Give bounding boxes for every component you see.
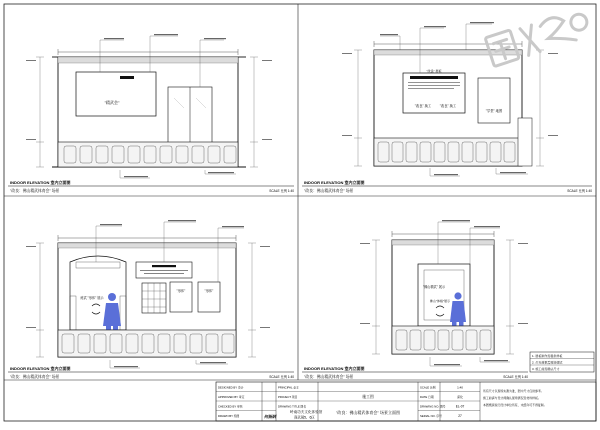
tb-note-2: 施工前请与设计师确认现场情况及材料样板。 xyxy=(483,396,541,400)
tb-checked-label: CHECKED BY 审核 xyxy=(218,404,243,409)
tb-drawn-label: DRAWN BY 绘图 xyxy=(218,414,240,418)
panel-4-caption xyxy=(302,365,528,379)
tb-drawing-no: EL-07 xyxy=(455,404,465,409)
p2-mid-a-label: "改良" 换工 xyxy=(414,104,432,108)
tb-note-1: 所有尺寸以现场实测为准，图中尺寸仅供参考。 xyxy=(483,389,544,393)
p3-caption-title: INDOOR ELEVATION 室内立面图 xyxy=(10,366,71,371)
p3-left-label: 练武 "形体" 展示 xyxy=(80,296,104,300)
tb-drawing-title: "改良：佛山精武体育会" 场景立面图 xyxy=(336,410,400,415)
tb-scale-label: SCALE 比例 xyxy=(420,385,436,390)
tb-drawing-no-label: DRAWING NO. 图号 xyxy=(420,404,446,409)
tb-designed-label: DESIGNED BY 设计 xyxy=(218,385,244,390)
p4-panel-label: "佛山精武" 展示 xyxy=(422,285,446,289)
tb-scale-value: 1:40 xyxy=(457,385,463,390)
p1-scale: SCALE 比例 1:40 xyxy=(269,189,294,193)
legend-item-2: 2. 灯光效果需现场调试 xyxy=(532,360,563,365)
p2-mid-b-label: "改良" 换工 xyxy=(439,104,457,108)
p4-scale: SCALE 比例 1:40 xyxy=(503,375,528,379)
title-block xyxy=(216,382,596,421)
legend-item-3: 3. 施工前需确认尺寸 xyxy=(532,367,560,371)
tb-signature: 何振炳 xyxy=(264,414,276,419)
tb-note-3: 本图纸版权归设计单位所有，未经许可不得复制。 xyxy=(483,403,547,407)
panel-1-caption xyxy=(8,179,294,193)
legend-box xyxy=(530,352,594,372)
legend-item-1: 1. 展板制作需提供样板 xyxy=(532,354,563,358)
tb-principal-label: PRINCIPAL 业主 xyxy=(278,385,299,390)
elevation-panel-1 xyxy=(26,34,272,178)
tb-serial-label: SERIAL NO. 序号 xyxy=(420,414,442,418)
tb-project-sub: 商武展5、6区 xyxy=(294,415,315,420)
p2-right-label: "学堂" 地图 xyxy=(485,109,503,113)
p2-board-label: "改良" 展板 xyxy=(426,69,442,73)
panel-2-caption xyxy=(302,179,592,193)
tb-approved-label: APPROVED BY 审定 xyxy=(218,395,245,399)
p2-caption-sub: "改良：佛山精武体育会" 场景 xyxy=(304,189,354,193)
p1-caption-title: INDOOR ELEVATION 室内立面图 xyxy=(10,180,71,185)
tb-date-label: DATE 日期 xyxy=(420,395,434,399)
p2-scale: SCALE 比例 1:40 xyxy=(567,189,592,193)
p4-caption-title: INDOOR ELEVATION 室内立面图 xyxy=(304,366,365,371)
tb-project-label: PROJECT 项目 xyxy=(278,395,298,399)
tb-serial-value: 27 xyxy=(458,414,462,418)
elevation-panel-3 xyxy=(26,220,270,368)
p3-scale: SCALE 比例 1:40 xyxy=(269,375,294,379)
tb-phase-value: 深化 xyxy=(456,395,464,399)
tb-project-name: 岭南功夫文化体验馆 xyxy=(290,410,323,414)
p3-mid-b-label: "形体" xyxy=(204,289,214,293)
watermark-stamp xyxy=(478,8,596,70)
panel-3-caption xyxy=(8,365,294,379)
elevation-panel-4 xyxy=(360,220,528,366)
p4-caption-sub: "改良：佛山精武体育会" 场景 xyxy=(304,375,354,379)
tb-principal-value: 施工图 xyxy=(362,395,374,399)
p4-figure-label: 佛山"体格"展示 xyxy=(429,299,451,303)
p3-caption-sub: "改良：佛山精武体育会" 场景 xyxy=(10,375,60,379)
tb-drawing-title-label: DRAWING TITLE 图名 xyxy=(278,404,307,409)
p1-sign-label: "精武会" xyxy=(104,100,120,105)
p2-caption-title: INDOOR ELEVATION 室内立面图 xyxy=(304,180,365,185)
p1-caption-sub: "改良：佛山精武体育会" 场景 xyxy=(10,189,60,193)
p3-mid-a-label: "形体" xyxy=(176,289,186,293)
